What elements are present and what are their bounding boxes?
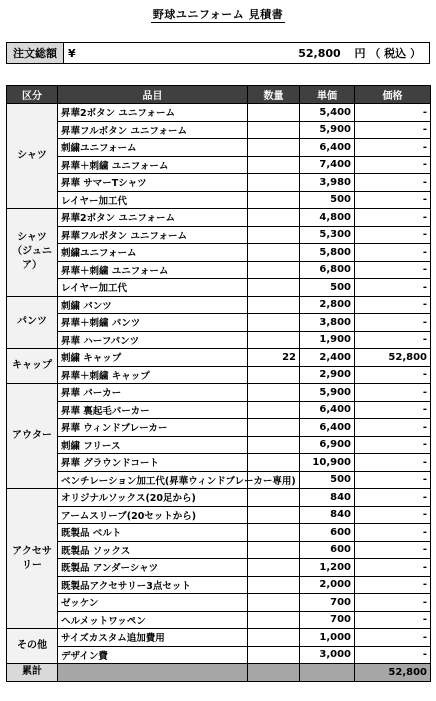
qty-cell [248,121,300,139]
table-row [7,349,431,367]
unit-price-cell: 2,400 [300,349,355,367]
sum-label: 累計 [7,664,58,682]
table-row [7,296,431,314]
unit-price-cell: 840 [300,489,355,507]
sum-amount: 52,800 [355,664,431,682]
price-cell: - [355,419,431,437]
unit-price-cell: 3,980 [300,174,355,192]
qty-cell [248,191,300,209]
table-row [7,209,431,227]
table-row [7,261,431,279]
item-cell: 既製品アクセサリー3点セット [58,576,248,594]
price-cell: - [355,366,431,384]
table-row [7,279,431,297]
table-row [7,366,431,384]
price-cell: - [355,279,431,297]
qty-cell [248,314,300,332]
table-row [7,506,431,524]
item-cell: アームスリーブ(20セットから) [58,506,248,524]
unit-price-cell: 500 [300,471,355,489]
category-cell: アウター [7,384,58,489]
header-price: 価格 [355,86,431,104]
qty-cell [248,244,300,262]
item-cell: デザイン費 [58,646,248,664]
qty-cell [248,594,300,612]
unit-price-cell: 3,000 [300,646,355,664]
qty-cell [248,524,300,542]
header-item: 品目 [58,86,248,104]
table-row [7,314,431,332]
table-row [7,611,431,629]
sum-blank [58,664,248,682]
qty-cell: 22 [248,349,300,367]
item-cell: 昇華＋刺繍 パンツ [58,314,248,332]
item-cell: 既製品 アンダーシャツ [58,559,248,577]
item-cell: 昇華＋刺繍 キャップ [58,366,248,384]
unit-price-cell: 7,400 [300,156,355,174]
order-total-value: 52,800 [298,47,341,60]
item-cell: 昇華 グラウンドコート [58,454,248,472]
unit-price-cell: 840 [300,506,355,524]
price-cell: - [355,506,431,524]
price-cell: - [355,156,431,174]
unit-price-cell: 500 [300,191,355,209]
category-cell: パンツ [7,296,58,349]
table-row [7,594,431,612]
qty-cell [248,174,300,192]
table-row [7,191,431,209]
qty-cell [248,419,300,437]
qty-cell [248,629,300,647]
unit-price-cell: 10,900 [300,454,355,472]
unit-price-cell: 1,900 [300,331,355,349]
qty-cell [248,401,300,419]
qty-cell [248,436,300,454]
item-cell: 刺繍 キャップ [58,349,248,367]
item-cell: 刺繍 パンツ [58,296,248,314]
price-cell: - [355,436,431,454]
unit-price-cell: 6,900 [300,436,355,454]
price-cell: - [355,104,431,122]
qty-cell [248,454,300,472]
qty-cell [248,611,300,629]
price-cell: - [355,191,431,209]
table-row [7,541,431,559]
unit-price-cell: 5,900 [300,384,355,402]
table-row [7,524,431,542]
price-cell: - [355,296,431,314]
unit-price-cell: 2,900 [300,366,355,384]
unit-price-cell: 6,400 [300,401,355,419]
price-cell: 52,800 [355,349,431,367]
price-cell: - [355,471,431,489]
price-cell: - [355,384,431,402]
order-total-amount [88,43,430,64]
price-cell: - [355,594,431,612]
item-cell: レイヤー加工代 [58,191,248,209]
header-row [7,86,431,104]
table-row [7,139,431,157]
price-cell: - [355,524,431,542]
price-cell: - [355,209,431,227]
unit-price-cell: 1,000 [300,629,355,647]
sum-blank [248,664,300,682]
item-cell: サイズカスタム追加費用 [58,629,248,647]
unit-price-cell: 700 [300,611,355,629]
unit-price-cell: 3,800 [300,314,355,332]
order-total-label: 注文総額 [7,43,64,64]
qty-cell [248,156,300,174]
item-cell: 昇華＋刺繍 ユニフォーム [58,261,248,279]
header-unit-price: 単価 [300,86,355,104]
unit-price-cell: 1,200 [300,559,355,577]
price-cell: - [355,314,431,332]
item-cell: 既製品 ソックス [58,541,248,559]
table-row [7,121,431,139]
unit-price-cell: 700 [300,594,355,612]
table-row [7,489,431,507]
price-cell: - [355,261,431,279]
qty-cell [248,261,300,279]
item-cell: 昇華 パーカー [58,384,248,402]
price-cell: - [355,629,431,647]
price-cell: - [355,576,431,594]
unit-price-cell: 2,000 [300,576,355,594]
item-cell: 昇華2ボタン ユニフォーム [58,209,248,227]
yen-sign: ¥ [64,43,89,64]
unit-price-cell: 600 [300,524,355,542]
category-cell: キャップ [7,349,58,384]
table-row [7,471,431,489]
price-cell: - [355,226,431,244]
table-row [7,576,431,594]
qty-cell [248,384,300,402]
estimate-table [6,85,431,682]
unit-price-cell: 4,800 [300,209,355,227]
document-title: 野球ユニフォーム 見積書 [152,8,284,21]
unit-price-cell: 600 [300,541,355,559]
table-row [7,156,431,174]
price-cell: - [355,244,431,262]
sum-blank [300,664,355,682]
price-cell: - [355,174,431,192]
item-cell: 昇華 ウィンドブレーカー [58,419,248,437]
table-row [7,384,431,402]
table-row [7,104,431,122]
item-cell: 刺繍ユニフォーム [58,139,248,157]
unit-price-cell: 5,300 [300,226,355,244]
item-cell: 昇華フルボタン ユニフォーム [58,226,248,244]
category-cell: アクセサリー [7,489,58,629]
unit-price-cell: 6,400 [300,419,355,437]
qty-cell [248,139,300,157]
qty-cell [248,331,300,349]
price-cell: - [355,121,431,139]
qty-cell [248,104,300,122]
table-row [7,174,431,192]
category-cell: その他 [7,629,58,664]
order-total-suffix: 円 （ 税込 ） [354,47,421,60]
qty-cell [248,576,300,594]
qty-cell [248,279,300,297]
item-cell: 刺繍 フリース [58,436,248,454]
qty-cell [248,366,300,384]
qty-cell [248,541,300,559]
table-row [7,646,431,664]
unit-price-cell: 6,800 [300,261,355,279]
item-cell: 昇華2ボタン ユニフォーム [58,104,248,122]
qty-cell [248,489,300,507]
price-cell: - [355,611,431,629]
table-row [7,331,431,349]
item-cell: ゼッケン [58,594,248,612]
item-cell: ベンチレーション加工代(昇華ウィンドブレーカー専用) [58,471,248,489]
item-cell: 昇華＋刺繍 ユニフォーム [58,156,248,174]
qty-cell [248,646,300,664]
item-cell: 昇華フルボタン ユニフォーム [58,121,248,139]
unit-price-cell: 2,800 [300,296,355,314]
category-cell: シャツ（ジュニア） [7,209,58,297]
qty-cell [248,506,300,524]
item-cell: オリジナルソックス(20足から) [58,489,248,507]
qty-cell [248,559,300,577]
header-category: 区分 [7,86,58,104]
table-row [7,559,431,577]
header-qty: 数量 [248,86,300,104]
table-row [7,436,431,454]
price-cell: - [355,139,431,157]
table-row [7,419,431,437]
table-row [7,401,431,419]
item-cell: 既製品 ベルト [58,524,248,542]
qty-cell [248,226,300,244]
qty-cell [248,296,300,314]
category-cell: シャツ [7,104,58,209]
order-total-table [6,42,430,64]
price-cell: - [355,646,431,664]
unit-price-cell: 6,400 [300,139,355,157]
price-cell: - [355,489,431,507]
price-cell: - [355,541,431,559]
price-cell: - [355,559,431,577]
sum-row [7,664,431,682]
item-cell: レイヤー加工代 [58,279,248,297]
unit-price-cell: 5,400 [300,104,355,122]
unit-price-cell: 5,900 [300,121,355,139]
item-cell: 昇華 裏起毛パーカー [58,401,248,419]
item-cell: 昇華 サマーTシャツ [58,174,248,192]
table-row [7,629,431,647]
item-cell: ヘルメットワッペン [58,611,248,629]
item-cell: 昇華 ハーフパンツ [58,331,248,349]
price-cell: - [355,331,431,349]
qty-cell [248,209,300,227]
table-row [7,454,431,472]
unit-price-cell: 5,800 [300,244,355,262]
table-row [7,244,431,262]
price-cell: - [355,401,431,419]
item-cell: 刺繍ユニフォーム [58,244,248,262]
table-row [7,226,431,244]
unit-price-cell: 500 [300,279,355,297]
price-cell: - [355,454,431,472]
